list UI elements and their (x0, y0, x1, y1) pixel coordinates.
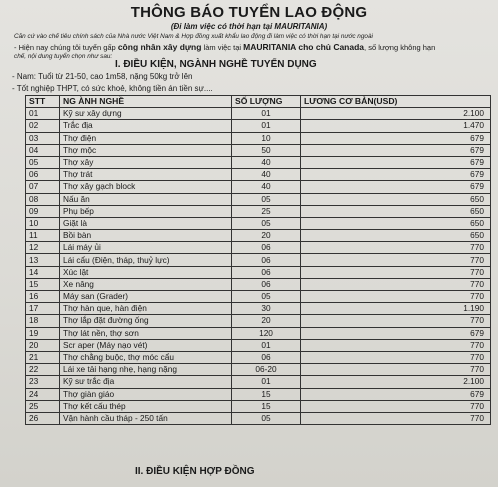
row-job: Kỹ sư xây dựng (60, 108, 232, 120)
row-salary: 679 (301, 156, 491, 168)
table-row (26, 108, 491, 120)
header-quantity: SỐ LƯỢNG (232, 96, 301, 108)
row-salary: 679 (301, 169, 491, 181)
row-salary: 650 (301, 217, 491, 229)
row-job: Lái xe tải hạng nhẹ, hạng nặng (60, 364, 232, 376)
table-row (26, 217, 491, 229)
row-salary: 770 (301, 412, 491, 424)
row-job: Scr aper (Máy nạo vét) (60, 339, 232, 351)
row-quantity: 06 (232, 351, 301, 363)
requirement-age: - Nam: Tuổi từ 21-50, cao 1m58, nặng 50kg trở lên (12, 72, 193, 81)
row-salary: 650 (301, 205, 491, 217)
row-stt: 17 (26, 303, 60, 315)
table-row (26, 254, 491, 266)
row-quantity: 06 (232, 242, 301, 254)
row-salary: 679 (301, 327, 491, 339)
intro-text-job: công nhân xây dựng (117, 42, 202, 52)
row-salary: 679 (301, 181, 491, 193)
row-salary: 650 (301, 193, 491, 205)
row-quantity: 20 (232, 315, 301, 327)
row-quantity: 01 (232, 108, 301, 120)
intro-text-location: MAURITANIA cho chủ Canada (243, 42, 365, 52)
row-job: Thợ trát (60, 169, 232, 181)
row-stt: 03 (26, 132, 60, 144)
table-row (26, 181, 491, 193)
row-salary: 2.100 (301, 108, 491, 120)
row-stt: 18 (26, 315, 60, 327)
row-quantity: 01 (232, 376, 301, 388)
header-stt: STT (26, 96, 60, 108)
row-stt: 07 (26, 181, 60, 193)
table-row (26, 169, 491, 181)
row-job: Thợ lắp đặt đường ống (60, 315, 232, 327)
row-salary: 1.470 (301, 120, 491, 132)
row-quantity: 40 (232, 181, 301, 193)
row-job: Giặt là (60, 217, 232, 229)
row-quantity: 05 (232, 193, 301, 205)
row-job: Trắc địa (60, 120, 232, 132)
row-salary: 770 (301, 242, 491, 254)
row-salary: 2.100 (301, 376, 491, 388)
table-row (26, 278, 491, 290)
row-job: Phụ bếp (60, 205, 232, 217)
row-quantity: 06 (232, 266, 301, 278)
row-salary: 770 (301, 278, 491, 290)
row-job: Bồi bàn (60, 230, 232, 242)
row-stt: 02 (26, 120, 60, 132)
row-stt: 23 (26, 376, 60, 388)
row-job: Thợ mộc (60, 144, 232, 156)
table-body (26, 108, 491, 425)
row-stt: 13 (26, 254, 60, 266)
table-row (26, 400, 491, 412)
row-job: Xúc lật (60, 266, 232, 278)
table-row (26, 315, 491, 327)
row-stt: 25 (26, 400, 60, 412)
row-job: Thợ giàn giáo (60, 388, 232, 400)
table-row (26, 339, 491, 351)
row-quantity: 40 (232, 156, 301, 168)
row-quantity: 40 (232, 169, 301, 181)
row-job: Thợ điện (60, 132, 232, 144)
requirement-education: - Tốt nghiệp THPT, có sức khoẻ, không tiền án tiền sự.... (12, 84, 213, 93)
row-salary: 770 (301, 266, 491, 278)
row-job: Thợ hàn que, hàn điện (60, 303, 232, 315)
row-stt: 21 (26, 351, 60, 363)
row-stt: 20 (26, 339, 60, 351)
row-salary: 770 (301, 351, 491, 363)
row-job: Thợ xây (60, 156, 232, 168)
header-salary: LƯƠNG CƠ BẢN(USD) (301, 96, 491, 108)
row-stt: 26 (26, 412, 60, 424)
row-job: Kỹ sư trắc địa (60, 376, 232, 388)
section-heading-1: I. ĐIỀU KIỆN, NGÀNH NGHỀ TUYỂN DỤNG (115, 59, 317, 70)
row-quantity: 15 (232, 400, 301, 412)
section-heading-2: II. ĐIỀU KIỆN HỢP ĐỒNG (135, 466, 255, 477)
table-row (26, 327, 491, 339)
row-salary: 770 (301, 364, 491, 376)
row-quantity: 01 (232, 339, 301, 351)
intro-text-c: làm việc tại (201, 43, 244, 52)
row-job: Thợ kết cấu thép (60, 400, 232, 412)
row-salary: 679 (301, 132, 491, 144)
row-quantity: 01 (232, 120, 301, 132)
row-stt: 10 (26, 217, 60, 229)
intro-line-1: Căn cứ vào chế tiêu chính sách của Nhà nước Việt Nam & Hợp đồng xuất khẩu lao động đi làm việc có thời hạn tại nước ngoài (14, 33, 373, 40)
row-stt: 05 (26, 156, 60, 168)
row-job: Thợ lát nền, thợ sơn (60, 327, 232, 339)
intro-text-e: , số lượng không hạn (364, 43, 436, 52)
row-quantity: 30 (232, 303, 301, 315)
row-quantity: 120 (232, 327, 301, 339)
row-quantity: 05 (232, 412, 301, 424)
table-row (26, 388, 491, 400)
intro-text-a: - Hiện nay chúng tôi tuyển gấp (14, 43, 118, 52)
document-subtitle: (Đi làm việc có thời hạn tại MAURITANIA) (170, 22, 328, 31)
row-stt: 01 (26, 108, 60, 120)
row-quantity: 05 (232, 291, 301, 303)
row-stt: 16 (26, 291, 60, 303)
table-row (26, 230, 491, 242)
job-table (25, 95, 491, 425)
row-salary: 679 (301, 144, 491, 156)
row-stt: 19 (26, 327, 60, 339)
row-quantity: 15 (232, 388, 301, 400)
table-row (26, 144, 491, 156)
intro-line-2 (14, 42, 498, 52)
row-quantity: 06-20 (232, 364, 301, 376)
table-row (26, 291, 491, 303)
row-quantity: 06 (232, 254, 301, 266)
row-salary: 650 (301, 230, 491, 242)
table-row (26, 120, 491, 132)
table-row (26, 303, 491, 315)
row-job: Thợ xây gạch block (60, 181, 232, 193)
row-stt: 14 (26, 266, 60, 278)
row-job: Xe nâng (60, 278, 232, 290)
table-row (26, 132, 491, 144)
row-stt: 04 (26, 144, 60, 156)
table-header-row (26, 96, 491, 108)
row-quantity: 25 (232, 205, 301, 217)
row-stt: 09 (26, 205, 60, 217)
row-salary: 770 (301, 339, 491, 351)
table-row (26, 364, 491, 376)
document-title: THÔNG BÁO TUYỂN LAO ĐỘNG (130, 4, 368, 21)
row-stt: 12 (26, 242, 60, 254)
table-row (26, 193, 491, 205)
row-salary: 770 (301, 291, 491, 303)
row-salary: 1.190 (301, 303, 491, 315)
row-stt: 11 (26, 230, 60, 242)
table-row (26, 266, 491, 278)
row-job: Vận hành cầu tháp - 250 tấn (60, 412, 232, 424)
row-quantity: 06 (232, 278, 301, 290)
header-job: NG ÀNH NGHỀ (60, 96, 232, 108)
row-job: Nấu ăn (60, 193, 232, 205)
table-row (26, 242, 491, 254)
row-job: Lái máy ủi (60, 242, 232, 254)
row-salary: 770 (301, 400, 491, 412)
table-row (26, 412, 491, 424)
row-job: Máy san (Grader) (60, 291, 232, 303)
table-row (26, 351, 491, 363)
row-stt: 06 (26, 169, 60, 181)
row-stt: 22 (26, 364, 60, 376)
row-job: Lái cẩu (Điện, tháp, thuỷ lực) (60, 254, 232, 266)
row-salary: 770 (301, 315, 491, 327)
table-row (26, 205, 491, 217)
row-quantity: 10 (232, 132, 301, 144)
row-quantity: 05 (232, 217, 301, 229)
row-job: Thợ chằng buộc, thợ móc cẩu (60, 351, 232, 363)
table-row (26, 156, 491, 168)
row-salary: 770 (301, 254, 491, 266)
intro-line-3: chế, nội dung tuyển chọn như sau: (14, 53, 113, 60)
row-salary: 679 (301, 388, 491, 400)
row-quantity: 20 (232, 230, 301, 242)
row-quantity: 50 (232, 144, 301, 156)
row-stt: 24 (26, 388, 60, 400)
row-stt: 08 (26, 193, 60, 205)
row-stt: 15 (26, 278, 60, 290)
table-row (26, 376, 491, 388)
